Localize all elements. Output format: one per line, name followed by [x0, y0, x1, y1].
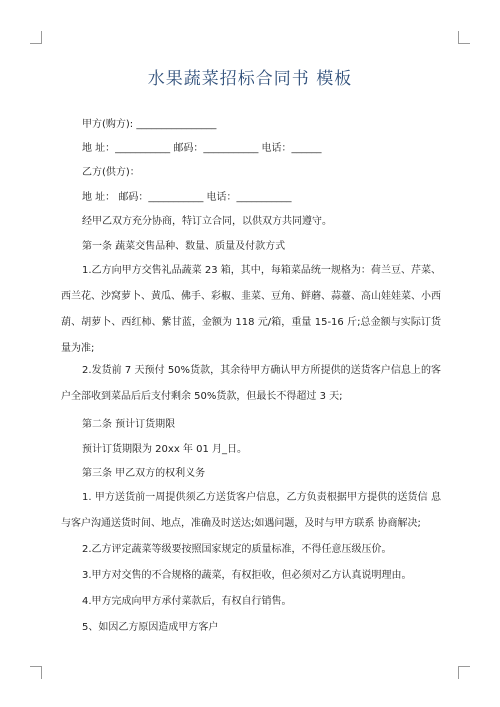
section-2-paragraph-1: 预计订货期限为 20xx 年 01 月_日。	[82, 444, 247, 455]
crop-mark-bottom-right-vertical	[458, 666, 459, 679]
section-3-heading: 第三条 甲乙双方的权利义务	[82, 468, 206, 479]
section-1-paragraph-2: 2.发货前 7 天预付 50%货款，其余待甲方确认甲方所提供的送货客户信息上的客户全部收到菜品后后支付剩余 50%货款，但最长不得超过 3 天;	[61, 365, 441, 402]
party-b-address-line: 地 址： 邮码：___________ 电话：___________	[82, 192, 292, 203]
section-1-paragraph-1: 1.乙方向甲方交售礼品蔬菜 23 箱，其中，每箱菜品统一规格为：荷兰豆、芹菜、西兰花、沙窝萝卜、黄瓜、佛手、彩椒、韭菜、豆角、鲜蘑、蒜薹、高山娃娃菜、小西葫、胡萝卜、西红柿、紫甘蓝，金额为 118 元/箱，重量 15-16 斤;总金额与实际订货量为准;	[61, 265, 441, 354]
intro-text: 经甲乙双方充分协商，特订立合同，以供双方共同遵守。	[82, 216, 332, 227]
crop-mark-bottom-right	[458, 666, 470, 667]
section-3-paragraph-2: 2.乙方评定蔬菜等级要按照国家规定的质量标准，不得任意压级压价。	[82, 544, 392, 555]
crop-mark-top-right	[458, 43, 470, 44]
crop-mark-top-left-vertical	[41, 31, 42, 44]
section-2-heading: 第二条 预计订货期限	[82, 419, 176, 430]
section-1-heading: 第一条 蔬菜交售品种、数量、质量及付款方式	[82, 241, 286, 252]
party-a-header: 甲方(购方): ________________	[82, 119, 217, 130]
section-3-paragraph-4: 4.甲方完成向甲方承付菜款后，有权自行销售。	[82, 596, 292, 607]
section-3-paragraph-5: 5、如因乙方原因造成甲方客户	[82, 622, 219, 633]
party-a-address-line: 地 址：___________ 邮码：___________ 电话：______	[82, 143, 322, 154]
crop-mark-bottom-left-vertical	[41, 666, 42, 679]
section-3-paragraph-1: 1. 甲方送货前一周提供须乙方送货客户信息，乙方负责根据甲方提供的送货信 息与客户沟通送货时间、地点，准确及时送达;如遇问题，及时与甲方联系 协商解决;	[61, 492, 441, 529]
party-b-header: 乙方(供方)：	[82, 167, 140, 178]
section-3-paragraph-3: 3.甲方对交售的不合规格的蔬菜，有权拒收，但必须对乙方认真说明理由。	[82, 570, 412, 581]
document-title: 水果蔬菜招标合同书 模板	[147, 69, 353, 89]
crop-mark-top-right-vertical	[458, 31, 459, 44]
